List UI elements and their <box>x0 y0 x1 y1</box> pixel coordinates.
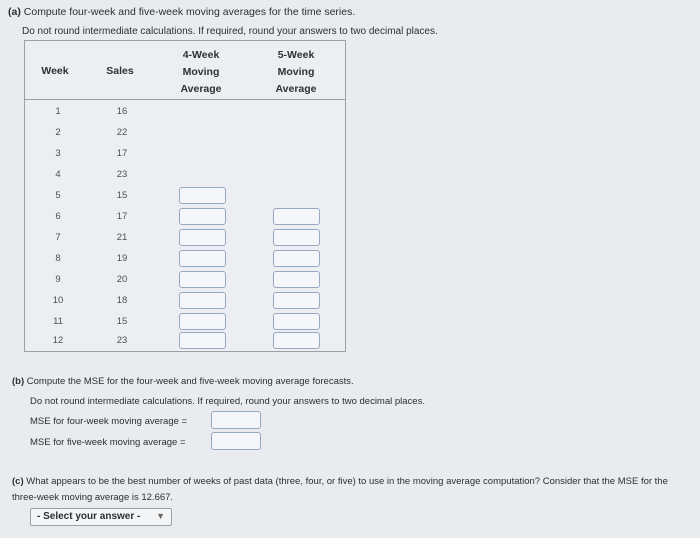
sales-cell: 20 <box>116 274 128 285</box>
week-cell: 7 <box>55 232 61 243</box>
mse-five-week-label: MSE for five-week moving average = <box>30 437 186 448</box>
table-row <box>25 143 345 164</box>
header-sales: Sales <box>106 65 134 77</box>
four-week-ma-input-week-10[interactable] <box>179 292 226 309</box>
sales-cell: 17 <box>116 148 128 159</box>
part-a-note: Do not round intermediate calculations. If required, round your answers to two decimal places. <box>22 26 438 37</box>
header-week: Week <box>41 65 69 77</box>
table-row <box>25 206 345 227</box>
table-row <box>25 330 345 351</box>
four-week-ma-input-week-5[interactable] <box>179 187 226 204</box>
week-cell: 11 <box>53 316 63 327</box>
part-b-note: Do not round intermediate calculations. If required, round your answers to two decimal places. <box>30 396 425 407</box>
week-cell: 6 <box>55 211 61 222</box>
five-week-ma-input-week-6[interactable] <box>273 208 320 225</box>
header-four-week <box>165 47 237 98</box>
four-week-ma-input-week-6[interactable] <box>179 208 226 225</box>
moving-average-table <box>24 40 346 352</box>
five-week-ma-input-week-9[interactable] <box>273 271 320 288</box>
sales-cell: 22 <box>116 127 128 138</box>
five-week-ma-input-week-10[interactable] <box>273 292 320 309</box>
sales-cell: 15 <box>116 190 128 201</box>
table-header <box>25 41 345 100</box>
week-cell: 1 <box>55 106 61 117</box>
week-cell: 9 <box>55 274 61 285</box>
part-b-title <box>12 376 354 387</box>
best-weeks-select-value: - Select your answer - <box>37 511 141 522</box>
table-row <box>25 311 345 332</box>
header-five-week-line1: 5-Week <box>277 49 315 61</box>
sales-cell: 23 <box>116 169 128 180</box>
table-row <box>25 248 345 269</box>
week-cell: 10 <box>52 295 64 306</box>
header-four-week-line3: Average <box>180 83 222 95</box>
part-a-title <box>8 6 355 18</box>
part-b-instruction: Compute the MSE for the four-week and five-week moving average forecasts. <box>26 376 354 387</box>
header-five-week-line3: Average <box>275 83 317 95</box>
part-c-text: What appears to be the best number of weeks of past data (three, four, or five) to use in the moving average computation? Consider that the MSE for the three-week moving average is 12.667. <box>12 476 668 503</box>
week-cell: 4 <box>55 169 61 180</box>
best-weeks-select[interactable] <box>30 508 172 526</box>
chevron-down-icon: ▼ <box>156 511 165 521</box>
table-row <box>25 227 345 248</box>
part-c-question <box>12 474 692 506</box>
week-cell: 12 <box>52 335 64 346</box>
week-cell: 8 <box>55 253 61 264</box>
mse-five-week-input[interactable] <box>211 432 261 450</box>
week-cell: 2 <box>55 127 61 138</box>
sales-cell: 18 <box>116 295 128 306</box>
sales-cell: 19 <box>116 253 128 264</box>
mse-four-week-label: MSE for four-week moving average = <box>30 416 188 427</box>
part-a-label: (a) <box>8 6 21 18</box>
sales-cell: 16 <box>116 106 128 117</box>
week-cell: 5 <box>55 190 61 201</box>
five-week-ma-input-week-8[interactable] <box>273 250 320 267</box>
part-b-label: (b) <box>12 376 25 387</box>
sales-cell: 23 <box>116 335 128 346</box>
header-four-week-line1: 4-Week <box>182 49 220 61</box>
five-week-ma-input-week-12[interactable] <box>273 332 320 349</box>
header-five-week <box>260 47 332 98</box>
week-cell: 3 <box>55 148 61 159</box>
table-row <box>25 185 345 206</box>
mse-four-week-input[interactable] <box>211 411 261 429</box>
part-a-instruction: Compute four-week and five-week moving averages for the time series. <box>23 6 356 18</box>
sales-cell: 17 <box>116 211 128 222</box>
four-week-ma-input-week-7[interactable] <box>179 229 226 246</box>
five-week-ma-input-week-11[interactable] <box>273 313 320 330</box>
part-c-label: (c) <box>12 476 24 487</box>
sales-cell: 15 <box>116 316 128 327</box>
four-week-ma-input-week-11[interactable] <box>179 313 226 330</box>
sales-cell: 21 <box>116 232 128 243</box>
table-row <box>25 122 345 143</box>
header-five-week-line2: Moving <box>277 66 315 78</box>
table-row <box>25 290 345 311</box>
four-week-ma-input-week-9[interactable] <box>179 271 226 288</box>
table-row <box>25 269 345 290</box>
header-four-week-line2: Moving <box>182 66 220 78</box>
table-row <box>25 164 345 185</box>
four-week-ma-input-week-8[interactable] <box>179 250 226 267</box>
table-row <box>25 101 345 122</box>
five-week-ma-input-week-7[interactable] <box>273 229 320 246</box>
four-week-ma-input-week-12[interactable] <box>179 332 226 349</box>
